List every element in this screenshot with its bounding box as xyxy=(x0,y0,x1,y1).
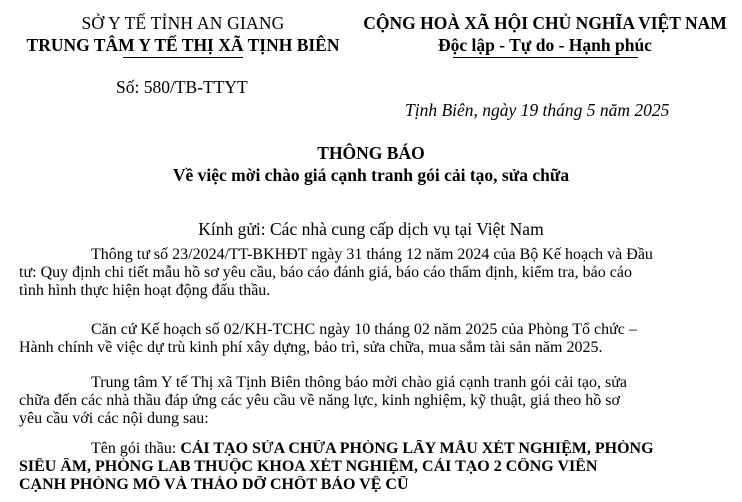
center-name: TRUNG TÂM Y TẾ THỊ XÃ TỊNH BIÊN xyxy=(26,35,340,55)
motto-underline xyxy=(453,57,638,58)
paragraph-3-line-3: yêu cầu với các nội dung sau: xyxy=(19,410,209,427)
document-title: THÔNG BÁO xyxy=(317,143,425,163)
paragraph-1-line-2: tư: Quy định chi tiết mẫu hồ sơ yêu cầu, báo cáo đánh giá, báo cáo thẩm định, kiểm tra, báo cáo xyxy=(19,264,632,281)
package-name-line-1 xyxy=(19,440,721,458)
package-name-part-1: CẢI TẠO SỬA CHỮA PHÒNG LẤY MẪU XÉT NGHIỆM, PHÒNG xyxy=(180,440,654,457)
paragraph-1-line-3: tình hình thực hiện hoạt động đấu thầu. xyxy=(19,282,271,299)
motto: Độc lập - Tự do - Hạnh phúc xyxy=(438,35,652,55)
agency-underline xyxy=(123,57,243,58)
paragraph-3-line-2: chữa đến các nhà thầu đáp ứng các yêu cầu về năng lực, kinh nghiệm, kỹ thuật, giá theo hồ sơ xyxy=(19,392,620,409)
department-name: SỞ Y TẾ TỈNH AN GIANG xyxy=(81,13,285,33)
paragraph-3-line-1: Trung tâm Y tế Thị xã Tịnh Biên thông báo mời chào giá cạnh tranh gói cải tạo, sửa xyxy=(91,374,627,391)
paragraph-2 xyxy=(19,321,721,357)
paragraph-3 xyxy=(19,374,721,428)
document-number: Số: 580/TB-TTYT xyxy=(116,77,248,97)
date-line: Tịnh Biên, ngày 19 tháng 5 năm 2025 xyxy=(405,100,670,120)
issuing-agency-block xyxy=(18,12,348,58)
package-name-line-3: CẠNH PHÒNG MỔ VÀ THÁO DỠ CHỐT BẢO VỆ CŨ xyxy=(19,476,409,493)
package-name-paragraph xyxy=(19,440,721,494)
paragraph-2-line-1: Căn cứ Kế hoạch số 02/KH-TCHC ngày 10 tháng 02 năm 2025 của Phòng Tổ chức – xyxy=(91,321,637,338)
document-subtitle-block xyxy=(0,165,742,186)
document-subtitle: Về việc mời chào giá cạnh tranh gói cải tạo, sửa chữa xyxy=(172,165,570,185)
paragraph-1-line-1: Thông tư số 23/2024/TT-BKHĐT ngày 31 tháng 12 năm 2024 của Bộ Kế hoạch và Đầu xyxy=(91,246,653,263)
paragraph-1 xyxy=(19,246,721,300)
paragraph-2-line-2: Hành chính về việc dự trù kinh phí xây dựng, bảo trì, sửa chữa, mua sắm tài sản năm 2025. xyxy=(19,339,603,356)
recipient-line: Kính gửi: Các nhà cung cấp dịch vụ tại Việt Nam xyxy=(198,219,544,239)
nation-name: CỘNG HOÀ XÃ HỘI CHỦ NGHĨA VIỆT NAM xyxy=(363,13,727,33)
package-name-label: Tên gói thầu: xyxy=(91,440,181,457)
package-name-line-2: SIÊU ÂM, PHÒNG LAB THUỘC KHOA XÉT NGHIỆM, CẢI TẠO 2 CÔNG VIÊN xyxy=(19,458,598,475)
national-motto-block xyxy=(352,12,738,58)
